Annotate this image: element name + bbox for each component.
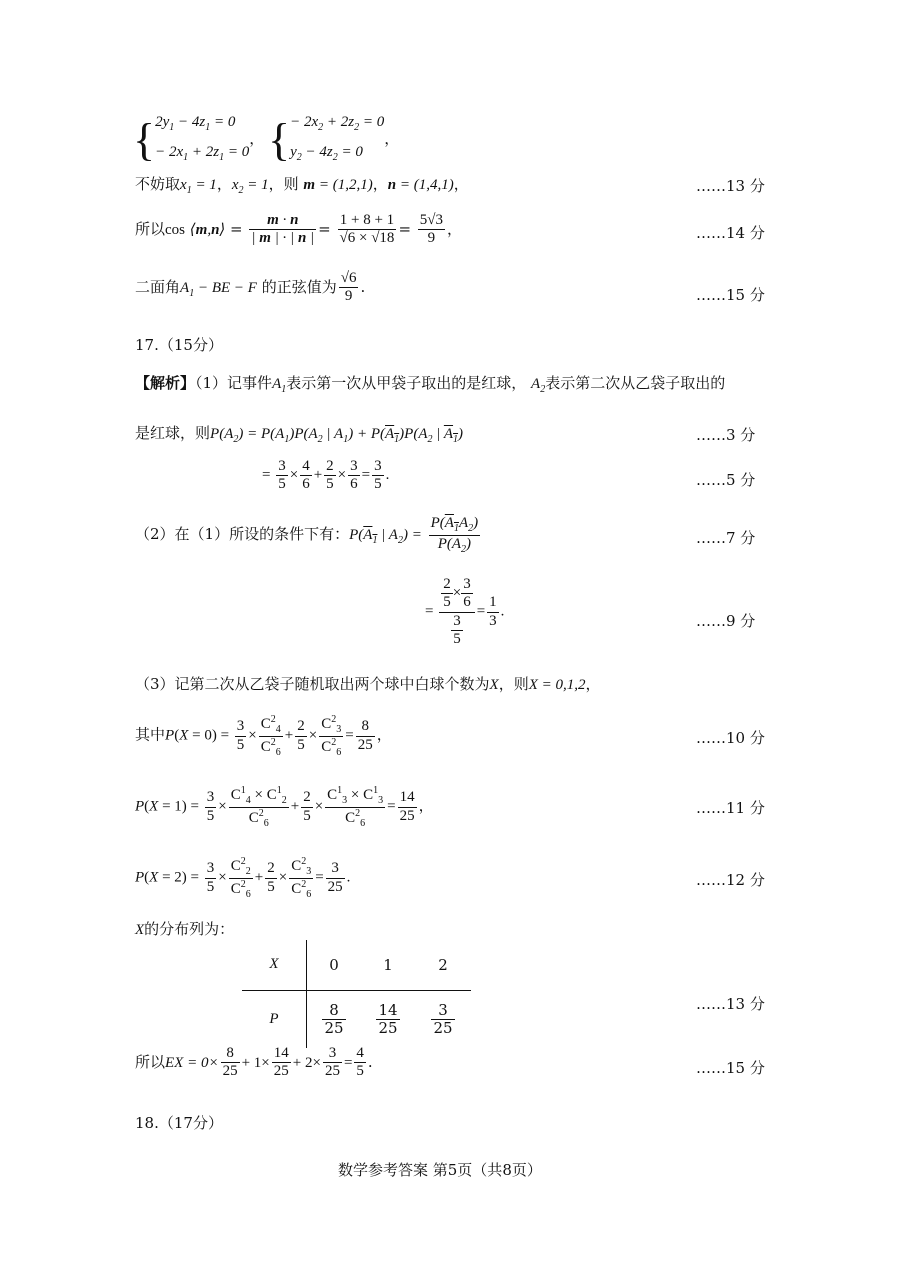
q17-heading: 17.（15分） — [135, 336, 223, 354]
table-x-0: 0 — [307, 940, 362, 990]
equation-system: {$2y_1 - 4z_1 = 0$ − $2x_1 + 2z_1 = 0$， {− $2x_2 + 2z_2 = 0$ $y_2 - 4z_2 = 0$， — [133, 114, 400, 165]
score-10: ……10 分 — [696, 729, 765, 747]
q17-part2-calc: = $\frac{2}{5}$ × $\frac{3}{6}$ $\frac{3}{5}$ = $\frac{1}{3}$ . — [425, 576, 505, 647]
score-13a: ……13 分 — [696, 177, 765, 195]
q17-part3: （3）记第二次从乙袋子随机取出两个球中白球个数为X，则X = 0,1,2， — [135, 675, 601, 693]
page-footer: 数学参考答案 第5页（共8页） — [338, 1161, 542, 1179]
q17-part1-formula: 是红球，则$P(A_2) = P(A_1)P(A_2$ | $A_1) + P(A_1)P(A_2$ | $A_1$) — [135, 424, 464, 445]
score-7: ……7 分 — [696, 529, 756, 547]
sine-text: 的正弦值为 — [261, 277, 337, 296]
score-13b: ……13 分 — [696, 995, 765, 1013]
table-p-1: $\frac{14}{25}$ — [378, 1000, 398, 1037]
dist-caption: X的分布列为： — [135, 920, 235, 938]
choose-text: 不妨取 — [135, 175, 181, 193]
table-p-0: $\frac{8}{25}$ — [324, 1000, 344, 1037]
q17-part1-calc: = $\frac{3}{5}$ × $\frac{4}{6}$ + $\frac{2}{5}$ × $\frac{3}{6}$ = $\frac{3}{5}$ . — [262, 458, 390, 493]
score-12: ……12 分 — [696, 871, 765, 889]
table-header-x: X — [242, 940, 307, 990]
score-15b: ……15 分 — [696, 1059, 765, 1077]
score-15a: ……15 分 — [696, 286, 765, 304]
table-p-2: $\frac{3}{25}$ — [433, 1000, 453, 1037]
px0-line: 其中P(X = 0) = $\frac{3}{5}$ × $\frac{C^2_4}{C^2_6}$ + $\frac{2}{5}$ × $\frac{C^2_3}{C^2_6}$ = $\frac{8}{25}$ ， — [135, 714, 392, 758]
dihedral-text: 二面角 — [135, 277, 181, 296]
cos-line: 所以cos ⟨m,n⟩ = $\frac{m \cdot n}{| m | \cdot | n |}$ = $\frac{1 + 8 + 1}{√6 \times √18}$ = $\frac{5√3}{9}$ ， — [135, 212, 463, 247]
table-header-p: P — [242, 990, 307, 1048]
dihedral-line: 二面角$A_1$ − BE − F 的正弦值为 $\frac{√6}{9}$ . — [135, 270, 366, 305]
then-text: ，则 — [268, 175, 299, 193]
score-11: ……11 分 — [696, 799, 765, 817]
score-3: ……3 分 — [696, 426, 756, 444]
q17-part2: （2）在（1）所设的条件下有：$P(A_1$ | $A_2$) = $\frac{P(A_1A_2)}{P(A_2)}$ — [135, 515, 479, 555]
px2-line: P(X = 2) = $\frac{3}{5}$ × $\frac{C^2_2}{C^2_6}$ + $\frac{2}{5}$ × $\frac{C^2_3}{C^2_6}$ = $\frac{3}{25}$ . — [135, 856, 351, 900]
so-text: 所以 — [135, 219, 166, 238]
ex-line: 所以EX = 0× $\frac{8}{25}$ + 1× $\frac{14}{25}$ + 2× $\frac{3}{25}$ = $\frac{4}{5}$ . — [135, 1045, 373, 1080]
px1-line: P(X = 1) = $\frac{3}{5}$ × $\frac{C^1_4 \times C^1_2}{C^2_6}$ + $\frac{2}{5}$ × $\frac{C^1_3 \times C^1_3}{C^2_6}$ = $\frac{14}{25}$ ， — [135, 785, 434, 829]
q18-heading: 18.（17分） — [135, 1114, 223, 1132]
score-5: ……5 分 — [696, 471, 756, 489]
table-x-2: 2 — [415, 940, 471, 990]
jiexi-label: 【解析】 — [135, 374, 196, 392]
distribution-table — [242, 940, 471, 1048]
score-9: ……9 分 — [696, 612, 756, 630]
table-x-1: 1 — [361, 940, 415, 990]
choose-line: 不妨取$x_1 = 1$，$x_2 = 1$，则 m = (1,2,1)，n = (1,4,1)， — [135, 175, 469, 196]
q17-part1: 【解析】（1）记事件$A_1$表示第一次从甲袋子取出的是红球， $A_2$表示第二次从乙袋子取出的 — [135, 374, 726, 395]
score-14a: ……14 分 — [696, 224, 765, 242]
